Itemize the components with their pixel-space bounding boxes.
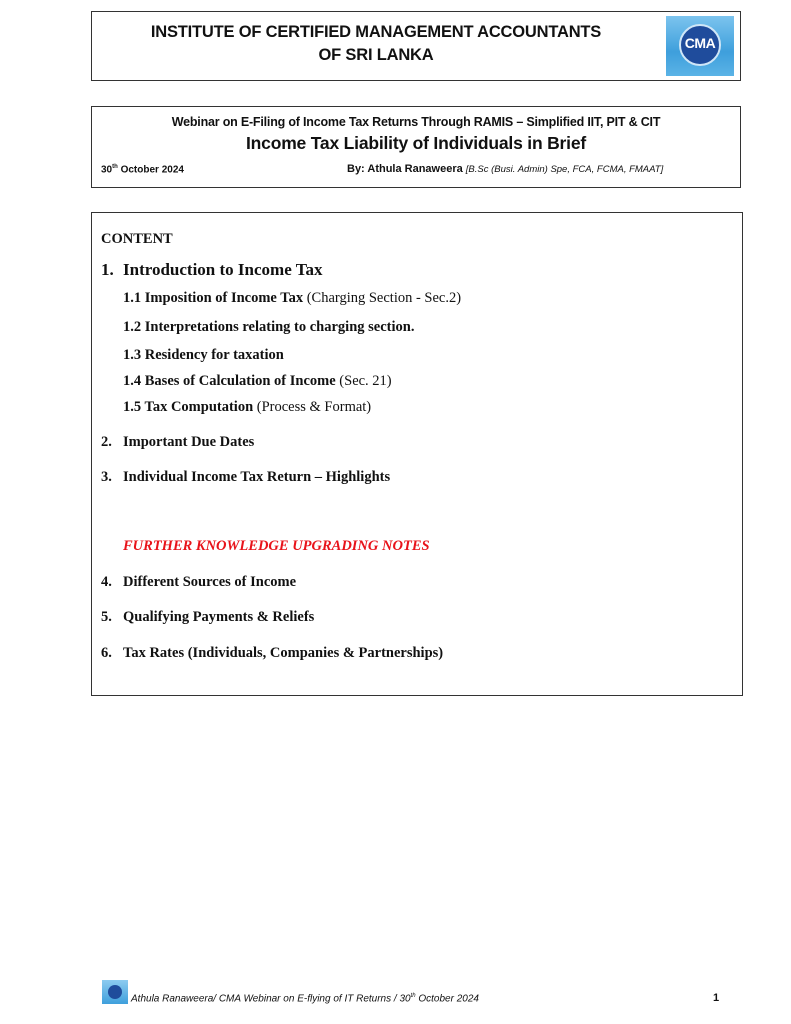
further-notes-heading: FURTHER KNOWLEDGE UPGRADING NOTES <box>123 538 430 554</box>
author-qualifications: [B.Sc (Busi. Admin) Spe, FCA, FCMA, FMAAT] <box>465 164 664 175</box>
toc-item-number: 3. <box>101 469 112 485</box>
footer-text-main: Athula Ranaweera/ CMA Webinar on E-flying of IT Returns / 30 <box>131 993 411 1005</box>
toc-item-title: Different Sources of Income <box>123 574 297 590</box>
subitem-note: (Process & Format) <box>253 399 372 415</box>
toc-item-number: 6. <box>101 645 112 661</box>
table-of-contents <box>91 212 743 696</box>
toc-item-number: 1. <box>101 260 114 279</box>
institute-name-line1: INSTITUTE OF CERTIFIED MANAGEMENT ACCOUNTANTS <box>150 23 602 41</box>
toc-item-5[interactable] <box>101 609 314 626</box>
title-block <box>91 106 741 188</box>
toc-subitem[interactable] <box>123 290 461 307</box>
toc-item-4[interactable] <box>101 574 296 591</box>
toc-item-number: 4. <box>101 574 112 590</box>
institute-name <box>92 21 660 67</box>
subitem-note: (Sec. 21) <box>335 373 392 389</box>
toc-subitem[interactable] <box>123 347 284 364</box>
toc-subitem[interactable] <box>123 373 392 390</box>
toc-item-title: Tax Rates (Individuals, Companies & Partnerships) <box>123 645 444 661</box>
toc-subitem[interactable] <box>123 319 414 336</box>
toc-item-title: Introduction to Income Tax <box>123 260 323 279</box>
toc-item-number: 2. <box>101 434 112 450</box>
date-month-year: October 2024 <box>117 164 184 176</box>
subitem-title: 1.5 Tax Computation <box>123 399 254 415</box>
institute-header <box>91 11 741 81</box>
footer-text-date: October 2024 <box>415 993 479 1005</box>
webinar-title: Webinar on E-Filing of Income Tax Returns Through RAMIS – Simplified IIT, PIT & CIT <box>171 115 661 129</box>
toc-item-title: Qualifying Payments & Reliefs <box>123 609 315 625</box>
subitem-title: 1.2 Interpretations relating to charging section. <box>123 319 415 335</box>
page-number: 1 <box>713 992 720 1004</box>
toc-item-6[interactable] <box>101 645 443 662</box>
toc-item-title: Important Due Dates <box>123 434 255 450</box>
document-title: Income Tax Liability of Individuals in Brief <box>246 133 586 153</box>
date-day: 30 <box>101 164 113 176</box>
toc-item-title: Individual Income Tax Return – Highlights <box>123 469 391 485</box>
toc-item-1[interactable] <box>101 260 322 280</box>
subitem-title: 1.4 Bases of Calculation of Income <box>123 373 336 389</box>
toc-item-2[interactable] <box>101 434 254 451</box>
subitem-title: 1.3 Residency for taxation <box>123 347 284 363</box>
logo-text: CMA <box>684 35 716 51</box>
institute-name-line2: OF SRI LANKA <box>318 46 434 64</box>
contents-heading: CONTENT <box>101 231 173 247</box>
author-name: By: Athula Ranaweera <box>347 163 466 175</box>
subitem-title: 1.1 Imposition of Income Tax <box>123 290 304 306</box>
footer-logo-emblem <box>108 985 122 999</box>
footer-text <box>131 993 479 1004</box>
toc-subitem[interactable] <box>123 399 371 416</box>
footer-cma-logo-icon <box>102 980 128 1004</box>
date-suffix: th <box>112 164 118 170</box>
footer-date-suffix: th <box>410 993 416 999</box>
cma-logo-icon <box>666 16 734 76</box>
toc-item-number: 5. <box>101 609 112 625</box>
author-line <box>347 163 663 175</box>
subitem-note: (Charging Section - Sec.2) <box>303 290 462 306</box>
presentation-date <box>101 164 184 175</box>
toc-item-3[interactable] <box>101 469 390 486</box>
